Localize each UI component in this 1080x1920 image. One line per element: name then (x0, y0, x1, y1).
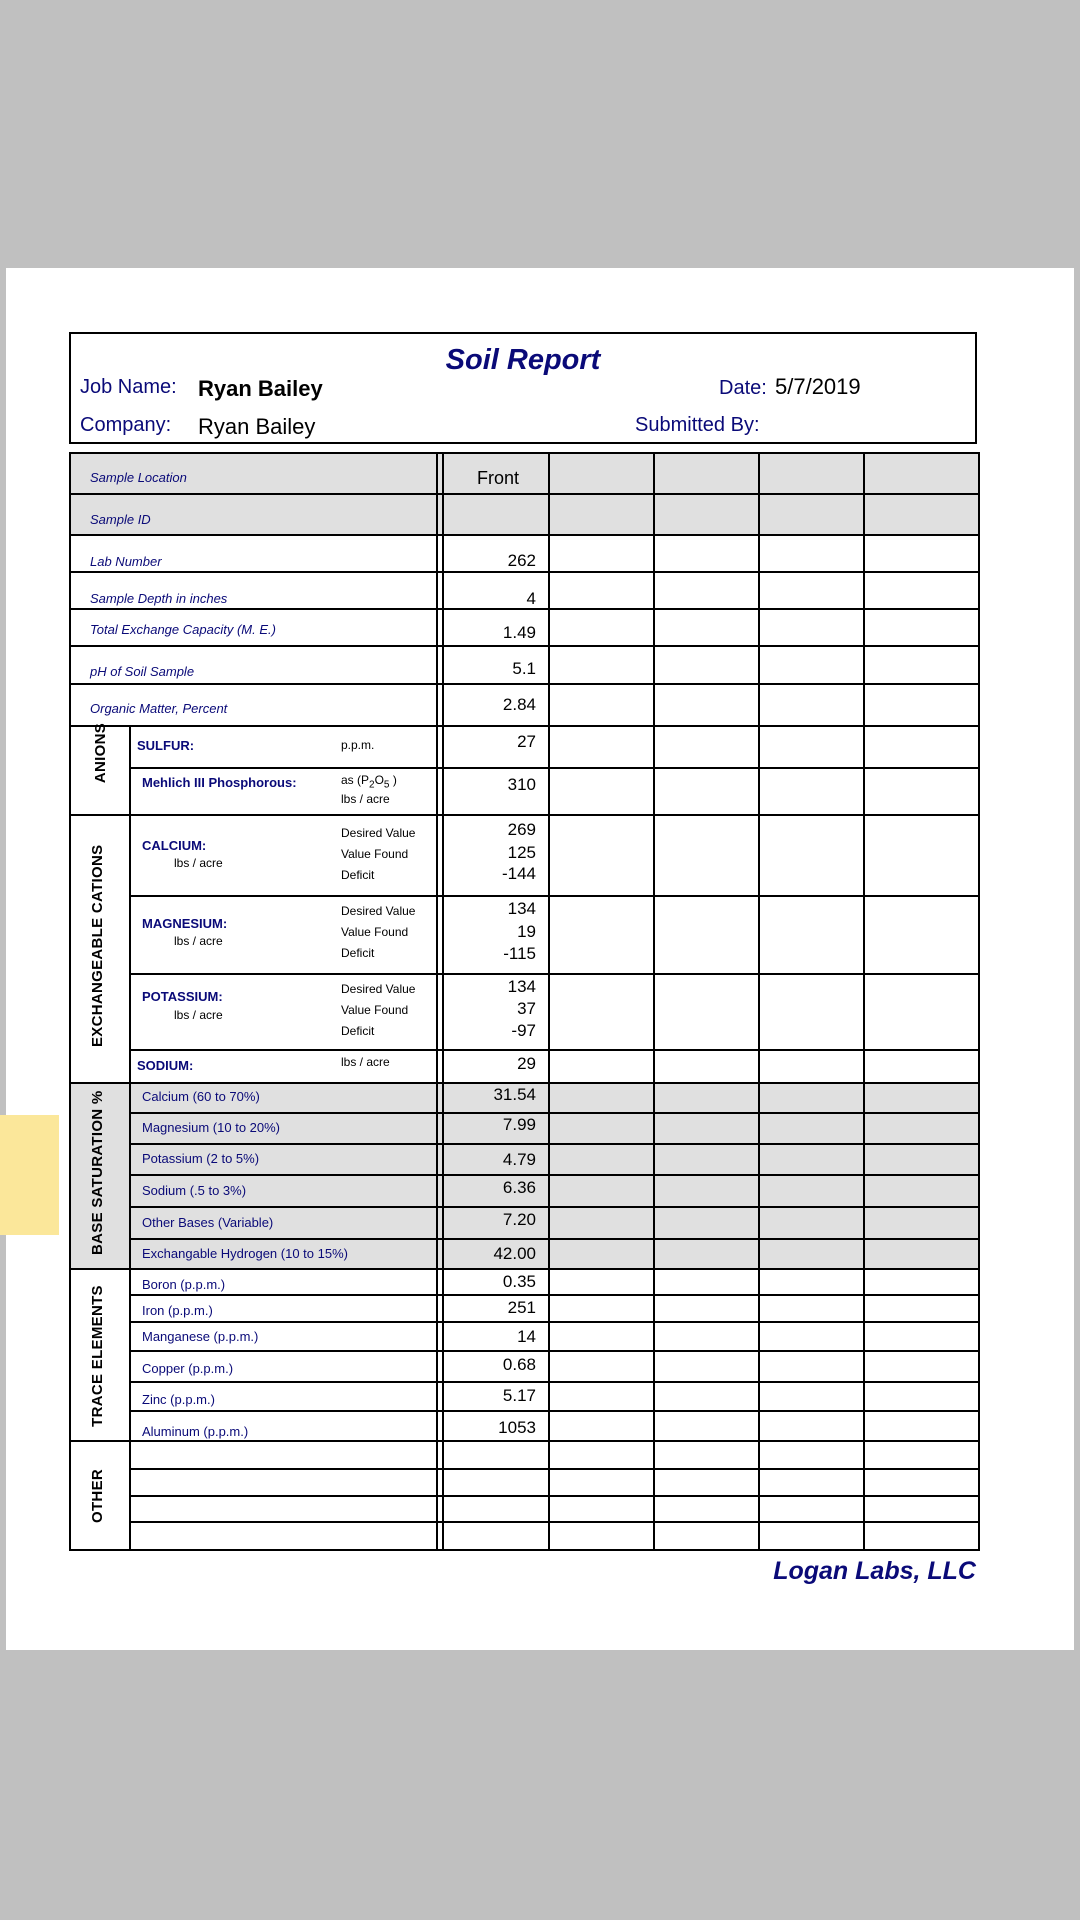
section-trace-elements: TRACE ELEMENTS (89, 1285, 106, 1427)
copper-value: 0.68 (502, 1355, 536, 1374)
job-name-label: Job Name: (80, 376, 177, 398)
aluminum-value: 1053 (498, 1418, 536, 1437)
date-value: 5/7/2019 (775, 374, 861, 399)
sulfur-label: SULFUR: (137, 738, 195, 753)
lab-number-label: Lab Number (90, 554, 162, 569)
calcium-deficit-value: -144 (501, 864, 536, 883)
job-name-value: Ryan Bailey (198, 376, 323, 401)
potassium-deficit-value: -97 (511, 1021, 536, 1040)
phosphorous-unit: as ($P_2O_5$ ) lbs / acre (341, 773, 397, 807)
soil-results-table (69, 452, 980, 1552)
magnesium-found-value: 19 (517, 922, 536, 941)
potassium-found-label: Value Found (341, 1003, 409, 1017)
section-base-saturation: BASE SATURATION % (89, 1090, 106, 1255)
calcium-desired-label: Desired Value (341, 826, 416, 840)
bs-sodium-label: Sodium (.5 to 3%) (142, 1183, 247, 1198)
potassium-found-value: 37 (517, 999, 536, 1018)
company-value: Ryan Bailey (198, 414, 316, 439)
calcium-label: CALCIUM: (142, 838, 207, 853)
company-label: Company: (80, 414, 172, 436)
magnesium-desired-value: 134 (507, 899, 536, 918)
organic-matter-label: Organic Matter, Percent (90, 701, 228, 716)
organic-matter-value: 2.84 (502, 695, 536, 714)
submitted-by-label: Submitted By: (635, 414, 760, 436)
tec-label: Total Exchange Capacity (M. E.) (90, 622, 276, 637)
calcium-desired-value: 269 (507, 820, 536, 839)
bs-calcium-label: Calcium (60 to 70%) (142, 1089, 260, 1104)
bs-hydrogen-label: Exchangable Hydrogen (10 to 15%) (142, 1246, 348, 1261)
lab-number-value: 262 (507, 551, 536, 570)
boron-label: Boron (p.p.m.) (142, 1277, 226, 1292)
magnesium-desired-label: Desired Value (341, 904, 416, 918)
magnesium-label: MAGNESIUM: (142, 916, 228, 931)
manganese-value: 14 (517, 1327, 536, 1346)
bs-sodium-value: 6.36 (502, 1178, 536, 1197)
calcium-unit: lbs / acre (174, 856, 223, 870)
potassium-desired-value: 134 (507, 977, 536, 996)
sodium-label: SODIUM: (137, 1058, 194, 1073)
bs-potassium-value: 4.79 (502, 1150, 536, 1169)
zinc-value: 5.17 (502, 1386, 536, 1405)
potassium-deficit-label: Deficit (341, 1024, 375, 1038)
bs-other-bases-value: 7.20 (502, 1210, 536, 1229)
zinc-label: Zinc (p.p.m.) (142, 1392, 215, 1407)
sample-depth-label: Sample Depth in inches (90, 591, 228, 606)
highlight-marker (0, 1115, 59, 1235)
bs-calcium-value: 31.54 (493, 1085, 536, 1104)
ph-label: pH of Soil Sample (90, 664, 195, 679)
magnesium-deficit-label: Deficit (341, 946, 375, 960)
calcium-found-value: 125 (507, 843, 536, 862)
report-header (69, 332, 977, 444)
potassium-unit: lbs / acre (174, 1008, 223, 1022)
section-exchangeable-cations: EXCHANGEABLE CATIONS (89, 844, 106, 1047)
bs-hydrogen-value: 42.00 (493, 1244, 536, 1263)
section-other: OTHER (89, 1469, 106, 1523)
potassium-label: POTASSIUM: (142, 989, 223, 1004)
section-anions: ANIONS (92, 722, 109, 784)
bs-magnesium-value: 7.99 (502, 1115, 536, 1134)
bs-magnesium-label: Magnesium (10 to 20%) (142, 1120, 281, 1135)
bs-other-bases-label: Other Bases (Variable) (142, 1215, 274, 1230)
copper-label: Copper (p.p.m.) (142, 1361, 234, 1376)
calcium-deficit-label: Deficit (341, 868, 375, 882)
sodium-unit: lbs / acre (341, 1055, 390, 1069)
magnesium-unit: lbs / acre (174, 934, 223, 948)
iron-value: 251 (507, 1298, 536, 1317)
calcium-found-label: Value Found (341, 847, 409, 861)
bs-potassium-label: Potassium (2 to 5%) (142, 1151, 260, 1166)
date-label: Date: (719, 377, 767, 399)
report-title: Soil Report (445, 344, 601, 376)
boron-value: 0.35 (502, 1272, 536, 1291)
sample-location-label: Sample Location (90, 470, 187, 485)
sodium-value: 29 (517, 1054, 536, 1073)
iron-label: Iron (p.p.m.) (142, 1303, 213, 1318)
aluminum-label: Aluminum (p.p.m.) (142, 1424, 249, 1439)
footer-brand: Logan Labs, LLC (773, 1557, 976, 1585)
sample-depth-value: 4 (526, 589, 536, 608)
sample-location-value: Front (477, 468, 520, 488)
sample-id-label: Sample ID (90, 512, 151, 527)
tec-value: 1.49 (502, 623, 536, 642)
phosphorous-value: 310 (507, 775, 536, 794)
ph-value: 5.1 (512, 659, 536, 678)
phosphorous-label: Mehlich III Phosphorous: (142, 775, 297, 790)
manganese-label: Manganese (p.p.m.) (142, 1329, 259, 1344)
sulfur-value: 27 (517, 732, 536, 751)
sulfur-unit: p.p.m. (341, 738, 375, 752)
magnesium-deficit-value: -115 (503, 944, 536, 963)
potassium-desired-label: Desired Value (341, 982, 416, 996)
magnesium-found-label: Value Found (341, 925, 409, 939)
